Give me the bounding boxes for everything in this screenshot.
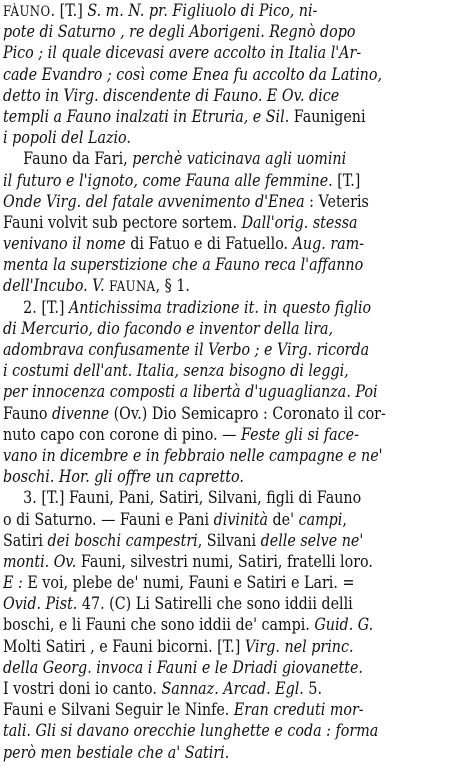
text-line	[3, 721, 469, 742]
text-line	[3, 573, 469, 594]
text-line	[3, 319, 469, 340]
italic-text: dei boschi campestri	[47, 530, 198, 551]
text-line	[3, 700, 469, 721]
text-line	[3, 298, 473, 319]
roman-text: nuto capo con corone di pino. —	[3, 424, 241, 445]
dictionary-entry-fauno	[3, 1, 469, 764]
italic-text: della Georg. invoca i Fauni e le Driadi giovanette.	[3, 657, 363, 678]
text-line	[3, 276, 469, 297]
italic-text: vano in dicembre e in febbraio nelle campagne e ne'	[3, 445, 383, 466]
text-line	[3, 467, 469, 488]
roman-text: E voi, plebe de' numi, Fauni e Satiri e Lari. =	[22, 573, 355, 594]
text-line	[3, 679, 469, 700]
text-line	[3, 637, 469, 658]
text-line	[3, 615, 469, 636]
italic-text: boschi. Hor. gli offre un capretto.	[3, 467, 244, 488]
text-line	[3, 361, 469, 382]
italic-text: tali. Gli si davano orecchie lunghette e coda : forma	[3, 721, 379, 742]
italic-text: i popoli del Lazio.	[3, 128, 131, 149]
text-line	[3, 425, 469, 446]
italic-text: monti. Ov.	[3, 551, 77, 572]
small-caps-text: FÀUNO	[3, 4, 51, 20]
roman-text: : Veteris	[304, 191, 369, 212]
roman-text: Satiri	[3, 530, 48, 551]
roman-text: 5.	[303, 679, 322, 699]
text-line	[3, 128, 469, 149]
roman-text: Fauno	[3, 403, 52, 424]
roman-text: Fauni, silvestri numi, Satiri, fratelli loro.	[76, 551, 373, 572]
italic-text: però men bestiale che a' Satiri.	[3, 742, 230, 763]
text-line	[3, 340, 469, 361]
text-line	[3, 213, 469, 234]
italic-text: delle selve ne'	[260, 530, 364, 551]
roman-text: o di Saturno. — Fauni e Pani	[3, 509, 214, 530]
text-line	[3, 192, 469, 213]
italic-text: cade Evandro ; così come Enea fu accolto da Latino,	[3, 64, 382, 85]
italic-text: Guid. G.	[314, 615, 374, 636]
italic-text: venivano il nome	[3, 234, 131, 255]
text-line	[3, 43, 469, 64]
text-line	[3, 658, 469, 679]
roman-text: Fauno da Fari,	[23, 149, 133, 170]
roman-text: Molti Satiri , e Fauni bicorni. [T.]	[3, 636, 245, 657]
italic-text: Onde Virg. del fatale avvenimento d'Enea	[3, 191, 305, 212]
italic-text: perchè vaticinava agli uomini	[132, 149, 347, 170]
italic-text: divinità	[213, 509, 268, 530]
italic-text: Feste gli si face-	[240, 424, 359, 445]
roman-text: , Silvani	[197, 530, 261, 551]
italic-text: Virg. nel princ.	[244, 636, 354, 657]
italic-text: di Mercurio, dio facondo e inventor della lira,	[3, 318, 334, 339]
roman-text: (Ov.) Dio Semicapro : Coronato il cor-	[109, 403, 386, 424]
text-line	[3, 382, 469, 403]
italic-text: E :	[3, 573, 23, 594]
italic-text: campi	[298, 509, 343, 530]
roman-text: . [T.]	[50, 1, 88, 21]
text-line	[3, 65, 469, 86]
text-line	[3, 552, 469, 573]
italic-text: il futuro e l'ignoto, come Fauna alle femmine.	[3, 170, 333, 191]
italic-text: per innocenza composti a libertà d'uguaglianza. Poi	[3, 382, 378, 403]
roman-text: Fauni volvit sub pectore sortem.	[3, 212, 242, 233]
italic-text: Aug. ram-	[292, 234, 365, 255]
italic-text: templi a Fauno inalzati in Etruria, e Sil.	[3, 106, 294, 127]
text-line	[3, 149, 473, 170]
roman-text: ,	[342, 509, 347, 530]
italic-text: Ovid. Pist.	[3, 594, 78, 615]
text-line	[3, 22, 469, 43]
text-line	[3, 743, 469, 764]
italic-text: divenne	[51, 403, 110, 424]
italic-text: Antichissima tradizione it. in questo figlio	[68, 297, 372, 318]
roman-text: 2. [T.]	[23, 297, 69, 318]
italic-text: dell'Incubo. V.	[3, 276, 110, 297]
roman-text: 3. [T.] Fauni, Pani, Satiri, Silvani, figli di Fauno	[23, 488, 362, 509]
text-line	[3, 404, 469, 425]
roman-text: [T.]	[332, 170, 361, 191]
italic-text: detto in Virg. discendente di Fauno. E Ov. dice	[3, 85, 340, 106]
italic-text: Dall'orig. stessa	[241, 212, 358, 233]
text-line	[3, 234, 469, 255]
text-line	[3, 510, 469, 531]
text-line	[3, 255, 469, 276]
italic-text: menta la superstizione che a Fauno reca l'affanno	[3, 255, 364, 276]
roman-text: I vostri doni io canto.	[3, 679, 162, 699]
roman-text: di Fatuo e di Fatuello.	[130, 234, 293, 255]
italic-text: Pico ; il quale dicevasi avere accolto in Italia l'Ar-	[3, 43, 362, 64]
roman-text: , § 1.	[155, 276, 190, 297]
text-line	[3, 107, 469, 128]
italic-text: adombrava confusamente il Verbo ; e Virg. ricorda	[3, 340, 370, 360]
text-line	[3, 594, 469, 615]
text-line	[3, 1, 469, 22]
text-line	[3, 171, 469, 192]
italic-text: Sannaz. Arcad. Egl.	[161, 679, 304, 699]
italic-text: S. m. N. pr. Figliuolo di Pico, ni-	[87, 1, 318, 21]
roman-text: de'	[267, 509, 299, 530]
italic-text: Eran creduti mor-	[233, 700, 364, 721]
roman-text: 47. (C) Li Satirelli che sono iddii delli	[77, 594, 353, 615]
roman-text: boschi, e li Fauni che sono iddii de' campi.	[3, 615, 315, 636]
roman-text: Fauni e Silvani Seguir le Ninfe.	[3, 700, 234, 721]
text-line	[3, 86, 469, 107]
small-caps-text: FAUNA	[109, 279, 156, 296]
italic-text: pote di Saturno , re degli Aborigeni. Regnò dopo	[3, 22, 356, 43]
text-line	[3, 488, 473, 509]
roman-text: Faunigeni	[293, 106, 366, 127]
text-line	[3, 446, 469, 467]
text-line	[3, 531, 469, 552]
italic-text: i costumi dell'ant. Italia, senza bisogno di leggi,	[3, 361, 349, 382]
